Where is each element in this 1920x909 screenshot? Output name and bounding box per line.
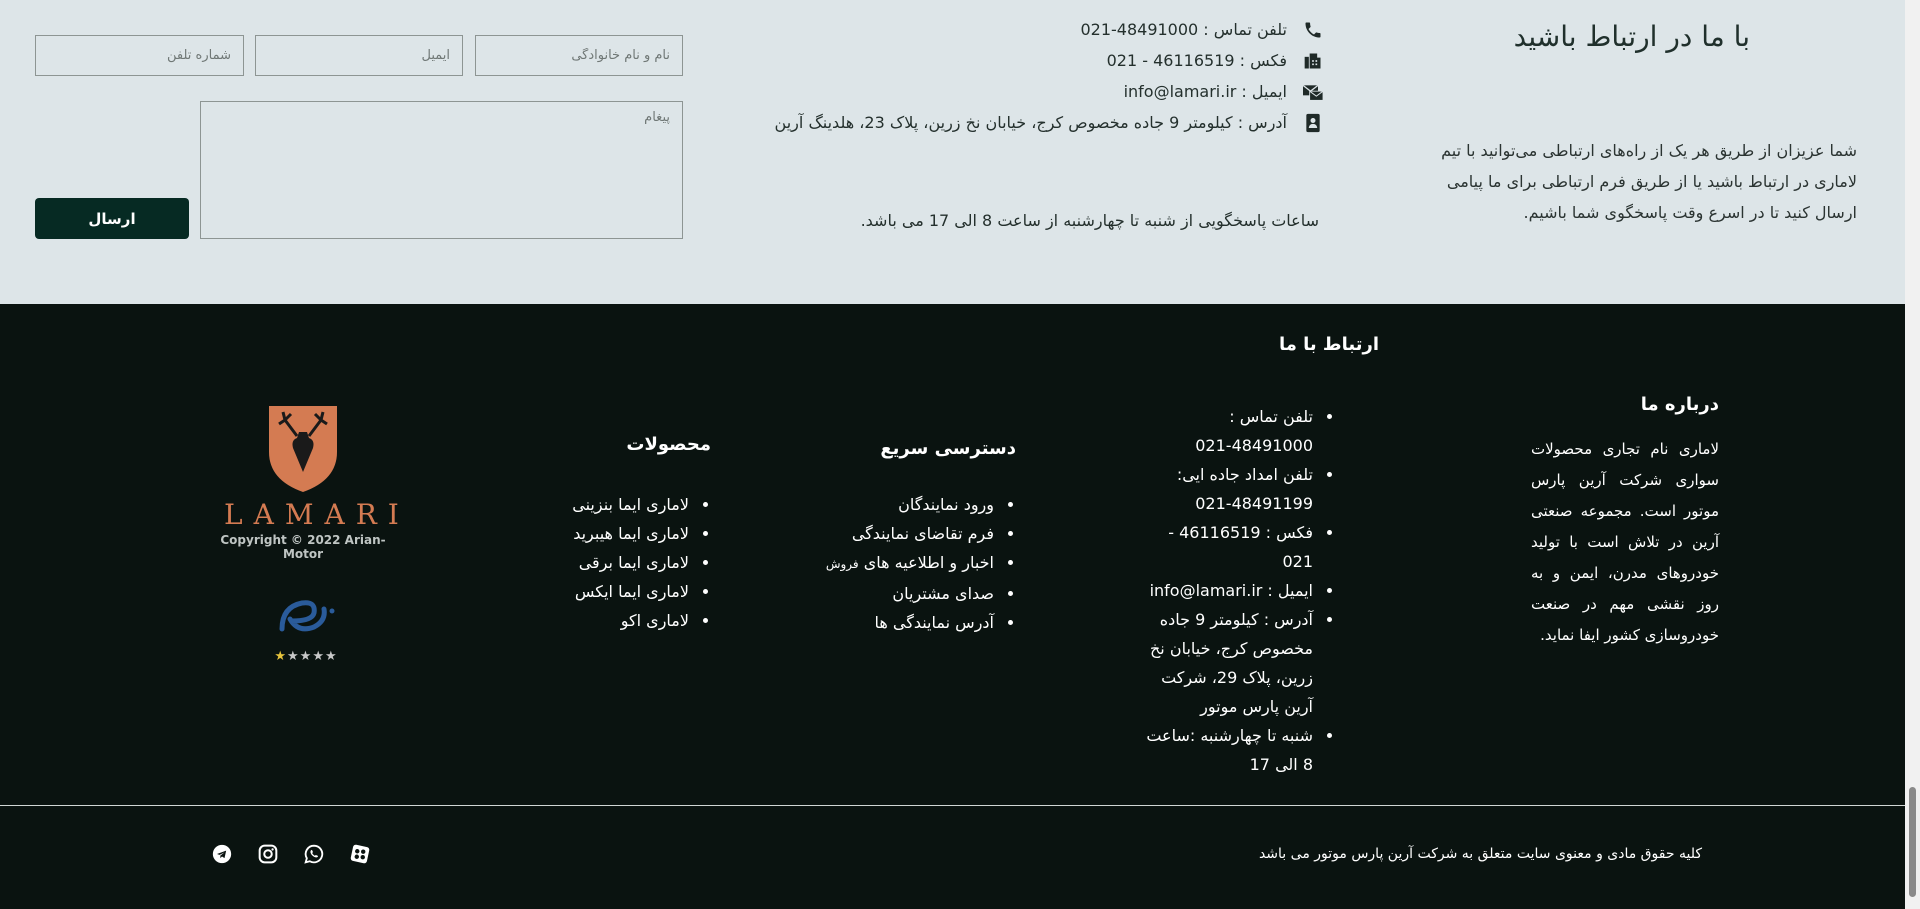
enamad-caption [268,664,344,670]
product-link-eco[interactable]: • لاماری اکو [491,606,691,635]
contact-description: شما عزیزان از طریق هر یک از راه‌های ارتباطی می‌توانید با تیم لاماری در ارتباط باشید یا از طریق فرم ارتباطی برای ما پیامی ارسال کنید تا در اسرع وقت پاسخگوی شما باشیم. [1441,141,1857,222]
message-field[interactable] [200,101,683,239]
social-links [209,841,373,867]
quick-link-news-suffix: فروش [825,557,859,571]
name-field[interactable] [475,35,683,76]
deer-shield-icon [263,402,343,494]
enamad-stars: ★★★★★ [274,649,338,664]
products-list [491,490,711,635]
fax-icon [1301,50,1325,72]
logo-brand: LAMARI [224,498,410,531]
contact-info-phone [725,14,1325,45]
scrollbar-thumb[interactable] [1909,787,1916,897]
contact-info-address [725,107,1325,138]
contact-info-text: فکس : 46116519 - 021 [1106,51,1287,70]
footer-contact-fax: • فکس : 46116519 - 021 [1140,518,1315,576]
footer-contact-address: • آدرس : کیلومتر 9 جاده مخصوص کرج، خیابان نخ زرین، پلاک 29، شرکت آرین پارس موتور [1140,605,1315,721]
aparat-icon[interactable] [347,841,373,867]
about-text: لاماری نام تجاری محصولات سواری شرکت آرین پارس موتور است. مجموعه صنعتی آرین در تلاش است با تولید خودروهای مدرن، ایمن و به روز نقشی مهم در صنعت خودروسازی کشور ایفا نماید. [1531,440,1719,644]
footer-contact-hours: • شنبه تا چهارشنبه :ساعت 8 الی 17 [1140,721,1315,779]
phone-field[interactable] [35,35,244,76]
email-icon [1301,81,1325,103]
site-footer [0,304,1905,909]
contact-info-text: ایمیل : info@lamari.ir [1123,82,1287,101]
email-field[interactable] [255,35,463,76]
instagram-icon[interactable] [255,841,281,867]
footer-contact-heading: ارتباط با ما [1278,334,1379,355]
contact-info-email [725,76,1325,107]
contact-hours: ساعات پاسخگویی از شنبه تا چهارشنبه از ساعت 8 الی 17 می باشد. [860,211,1319,230]
footer-contact-email[interactable]: • ایمیل : info@lamari.ir [1140,576,1315,605]
quick-link-news-label: اخبار و اطلاعیه های [863,553,994,572]
product-link-hybrid[interactable]: • لاماری ایما هیبرید [491,519,691,548]
contact-info-list [725,14,1325,138]
footer-contact-list [1140,402,1335,779]
quick-access-heading: دسترسی سریع [880,438,1016,459]
product-link-x[interactable]: • لاماری ایما ایکس [491,577,691,606]
copyright-rights: کلیه حقوق مادی و معنوی سایت متعلق به شرکت آرین پارس موتور می باشد [1258,846,1702,862]
footer-divider [0,805,1905,806]
telegram-icon[interactable] [209,841,235,867]
quick-link-dealer-addresses[interactable]: • آدرس نمایندگی ها [766,608,996,637]
page-scrollbar[interactable] [1905,0,1920,909]
quick-link-dealer-login[interactable]: • ورود نمایندگان [766,490,996,519]
enamad-icon [268,589,344,645]
quick-link-dealer-request[interactable]: • فرم تقاضای نمایندگی [766,519,996,548]
about-heading: درباره ما [1640,394,1719,415]
contact-section [0,0,1905,304]
whatsapp-icon[interactable] [301,841,327,867]
product-link-gasoline[interactable]: • لاماری ایما بنزینی [491,490,691,519]
logo-copyright: Copyright © 2022 Arian-Motor [220,533,386,561]
footer-contact-phone: • تلفن تماس : 48491000-021 [1140,402,1315,460]
products-heading: محصولات [626,434,711,455]
quick-access-list [766,490,1016,637]
footer-contact-roadside-phone: • تلفن امداد جاده ایی: 48491199-021 [1140,460,1315,518]
lamari-logo[interactable] [213,402,410,561]
quick-link-customer-voice[interactable]: • صدای مشتریان [766,579,996,608]
enamad-badge[interactable] [268,589,344,670]
send-button[interactable]: ارسال [35,198,189,239]
contact-info-text: تلفن تماس : 48491000-021 [1080,20,1287,39]
product-link-electric[interactable]: • لاماری ایما برقی [491,548,691,577]
quick-link-news[interactable] [766,548,996,579]
contact-info-fax [725,45,1325,76]
address-icon [1301,112,1325,134]
phone-icon [1301,19,1325,41]
contact-info-text: آدرس : کیلومتر 9 جاده مخصوص کرج، خیابان نخ زرین، پلاک 23، هلدینگ آرین [774,113,1287,132]
contact-title: با ما در ارتباط باشید [1513,20,1750,53]
